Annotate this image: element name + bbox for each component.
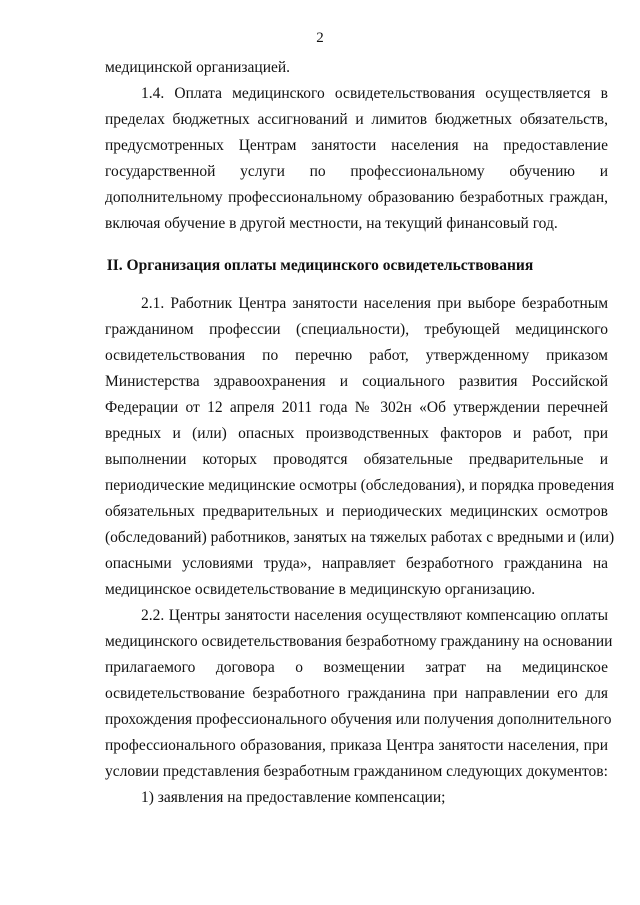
list-item: 1) заявления на предоставление компенсации; xyxy=(141,789,446,806)
text-line: прилагаемого договора о возмещении затрат на медицинское xyxy=(105,659,608,676)
paragraph-2-2-first-line: 2.2. Центры занятости населения осуществляют компенсацию оплаты xyxy=(141,607,608,624)
text-line: периодические медицинские осмотры (обследования), и порядка проведения xyxy=(105,477,615,494)
text-line: предусмотренных Центрам занятости населения на предоставление xyxy=(105,137,608,154)
text-line: медицинской организацией. xyxy=(105,59,291,76)
text-line: медицинского освидетельствования безработному гражданину на основании xyxy=(105,633,613,650)
text-line: включая обучение в другой местности, на текущий финансовый год. xyxy=(105,215,558,232)
section-heading: II. Организация оплаты медицинского освидетельствования xyxy=(106,257,534,274)
text-line: пределах бюджетных ассигнований и лимитов бюджетных обязательств, xyxy=(105,111,608,128)
text-line: медицинское освидетельствование в медицинскую организацию. xyxy=(105,581,536,598)
text-line: освидетельствования по перечню работ, утвержденному приказом xyxy=(105,347,608,364)
text-line: выполнении которых проводятся обязательные предварительные и xyxy=(105,451,608,468)
paragraph-2-1-first-line: 2.1. Работник Центра занятости населения при выборе безработным xyxy=(141,295,608,312)
text-line: Министерства здравоохранения и социального развития Российской xyxy=(105,373,608,390)
text-line: профессионального образования, приказа Центра занятости населения, при xyxy=(105,737,608,754)
text-line: (обследований) работников, занятых на тяжелых работах с вредными и (или) xyxy=(105,529,615,546)
text-line: условии представления безработным гражданином следующих документов: xyxy=(105,763,608,780)
text-line: Федерации от 12 апреля 2011 года № 302н «Об утверждении перечней xyxy=(105,399,608,416)
text-line: государственной услуги по профессиональному обучению и xyxy=(105,163,608,180)
page-number: 2 xyxy=(316,30,324,46)
text-line: вредных и (или) опасных производственных факторов и работ, при xyxy=(105,425,608,442)
text-line: опасными условиями труда», направляет безработного гражданина на xyxy=(105,555,608,572)
text-line: освидетельствование безработного гражданина при направлении его для xyxy=(105,685,608,702)
text-line: дополнительному профессиональному образованию безработных граждан, xyxy=(105,189,608,206)
text-line: прохождения профессионального обучения или получения дополнительного xyxy=(105,711,612,728)
paragraph-1-4-first-line: 1.4. Оплата медицинского освидетельствования осуществляется в xyxy=(141,85,608,102)
text-line: гражданином профессии (специальности), требующей медицинского xyxy=(105,321,608,338)
text-line: обязательных предварительных и периодических медицинских осмотров xyxy=(105,503,608,520)
